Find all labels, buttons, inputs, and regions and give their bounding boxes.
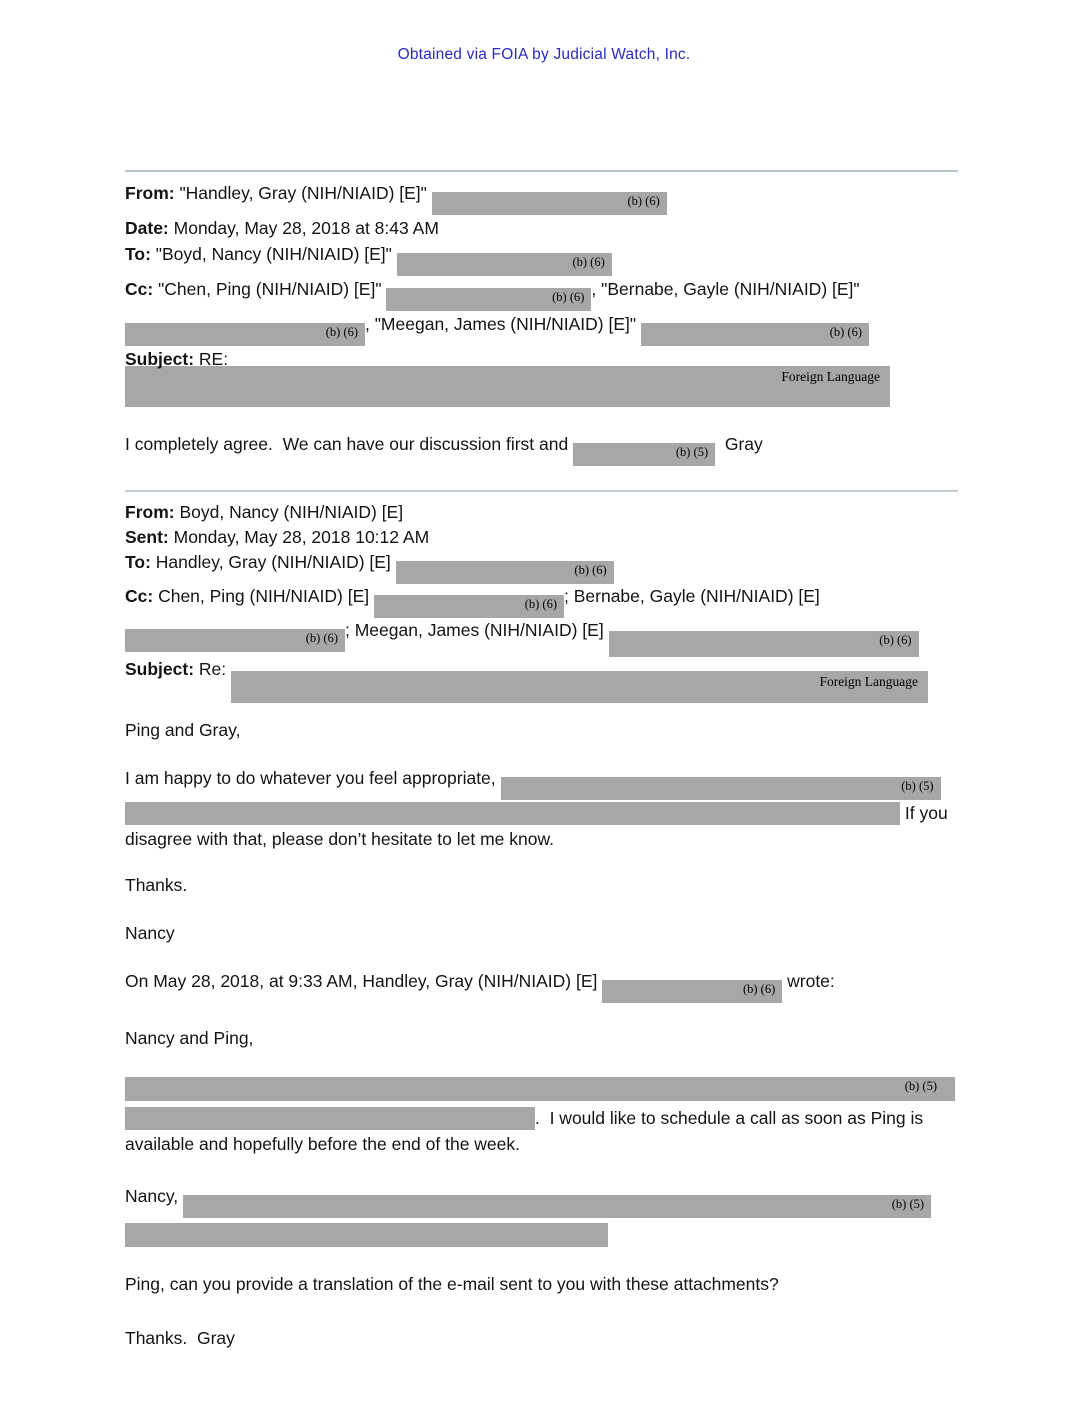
subject-label: Subject:	[125, 349, 195, 369]
email2-thanks: Thanks.	[125, 875, 188, 895]
sent-label: Sent:	[125, 527, 169, 547]
redaction-bar	[396, 561, 614, 584]
cc-value: , "Meegan, James (NIH/NIAID) [E]"	[365, 314, 637, 334]
exemption-b6-label: (b) (6)	[829, 325, 862, 339]
exemption-b6-label: (b) (6)	[524, 597, 557, 611]
email3-question: Ping, can you provide a translation of the e-mail sent to you with these attachments?	[125, 1274, 779, 1294]
subject-value: RE:	[198, 349, 229, 369]
from-value: "Handley, Gray (NIH/NIAID) [E]"	[179, 183, 427, 203]
exemption-b5-label: (b) (5)	[904, 1079, 937, 1093]
exemption-b5-label: (b) (5)	[675, 445, 709, 459]
redaction-bar	[432, 192, 667, 215]
exemption-b5-label: (b) (5)	[901, 779, 934, 793]
separator	[125, 170, 958, 172]
email2-to-line	[125, 550, 958, 584]
cc-label: Cc:	[125, 279, 154, 299]
email-thread	[125, 170, 958, 1351]
date-value: Monday, May 28, 2018 at 8:43 AM	[173, 218, 439, 238]
email3-closing: Thanks. Gray	[125, 1328, 235, 1348]
body-text: wrote:	[787, 971, 835, 991]
foreign-language-label: Foreign Language	[781, 369, 880, 384]
body-text: On May 28, 2018, at 9:33 AM, Handley, Gray (NIH/NIAID) [E]	[125, 971, 598, 991]
body-text: If you	[904, 803, 948, 823]
email2-paragraph	[125, 765, 958, 852]
date-label: Date:	[125, 218, 169, 238]
from-label: From:	[125, 183, 175, 203]
subject-value: Re:	[198, 659, 227, 679]
body-text: . I would like to schedule a call as soon as Ping is	[535, 1108, 924, 1128]
redacted-subject-block	[125, 366, 890, 407]
redaction-bar	[641, 323, 869, 346]
redaction-bar	[573, 443, 715, 466]
body-text: disagree with that, please don’t hesitate to let me know.	[125, 829, 555, 849]
sent-value: Monday, May 28, 2018 10:12 AM	[173, 527, 430, 547]
redaction-bar	[125, 323, 365, 346]
email1-body-line	[125, 431, 958, 466]
redaction-bar	[501, 777, 941, 800]
exemption-b6-label: (b) (6)	[627, 194, 660, 208]
email2-greeting: Ping and Gray,	[125, 720, 241, 740]
redaction-bar	[183, 1195, 931, 1218]
email3-greeting: Nancy and Ping,	[125, 1028, 254, 1048]
body-text: available and hopefully before the end of the week.	[125, 1134, 521, 1154]
redaction-bar	[125, 802, 900, 825]
signature-text: Gray	[724, 434, 763, 454]
redaction-bar	[125, 1223, 608, 1247]
exemption-b6-label: (b) (6)	[305, 631, 338, 645]
body-text: I am happy to do whatever you feel appropriate,	[125, 768, 496, 788]
exemption-b5-label: (b) (5)	[891, 1197, 925, 1211]
redaction-bar	[125, 629, 345, 652]
exemption-b6-label: (b) (6)	[552, 290, 585, 304]
foreign-language-label: Foreign Language	[819, 674, 919, 689]
email3-paragraph	[125, 1105, 958, 1157]
cc-value: ; Meegan, James (NIH/NIAID) [E]	[345, 620, 604, 640]
redaction-bar	[602, 980, 782, 1003]
email1-cc-line	[125, 276, 958, 311]
email2-from-line	[125, 500, 958, 525]
email2-subject-line	[125, 657, 958, 703]
email1-to-line	[125, 241, 958, 276]
redaction-bar	[374, 595, 564, 618]
exemption-b6-label: (b) (6)	[325, 325, 358, 339]
redaction-bar	[609, 631, 919, 657]
exemption-b6-label: (b) (6)	[879, 633, 912, 647]
exemption-b6-label: (b) (6)	[572, 255, 605, 269]
body-text: I completely agree. We can have our discussion first and	[125, 434, 569, 454]
to-label: To:	[125, 552, 151, 572]
exemption-b6-label: (b) (6)	[742, 982, 776, 996]
redaction-bar	[386, 288, 591, 311]
cc-value: ; Bernabe, Gayle (NIH/NIAID) [E]	[564, 586, 820, 606]
email3-nancy-line	[125, 1183, 958, 1218]
email1-date-line	[125, 215, 958, 241]
to-label: To:	[125, 244, 151, 264]
body-text: Nancy,	[125, 1186, 179, 1206]
subject-label: Subject:	[125, 659, 195, 679]
cc-value: , "Bernabe, Gayle (NIH/NIAID) [E]"	[591, 279, 860, 299]
email2-sent-line	[125, 525, 958, 550]
email1-from-line	[125, 180, 958, 215]
from-label: From:	[125, 502, 175, 522]
cc-label: Cc:	[125, 586, 154, 606]
separator	[125, 490, 958, 492]
cc-value: Chen, Ping (NIH/NIAID) [E]	[158, 586, 370, 606]
exemption-b6-label: (b) (6)	[574, 563, 607, 577]
cc-value: "Chen, Ping (NIH/NIAID) [E]"	[158, 279, 382, 299]
email1-cc-continuation-line	[125, 311, 958, 346]
foia-watermark: Obtained via FOIA by Judicial Watch, Inc.	[397, 46, 691, 63]
redaction-bar	[397, 253, 612, 276]
from-value: Boyd, Nancy (NIH/NIAID) [E]	[179, 502, 404, 522]
redacted-subject-block	[231, 671, 928, 703]
quoted-message-intro	[125, 968, 958, 1003]
email2-cc-continuation-line	[125, 618, 958, 657]
to-value: Handley, Gray (NIH/NIAID) [E]	[155, 552, 391, 572]
email2-signature: Nancy	[125, 923, 175, 943]
to-value: "Boyd, Nancy (NIH/NIAID) [E]"	[155, 244, 392, 264]
redaction-bar	[125, 1107, 535, 1130]
email2-cc-line	[125, 584, 958, 618]
redaction-bar	[125, 1077, 955, 1101]
